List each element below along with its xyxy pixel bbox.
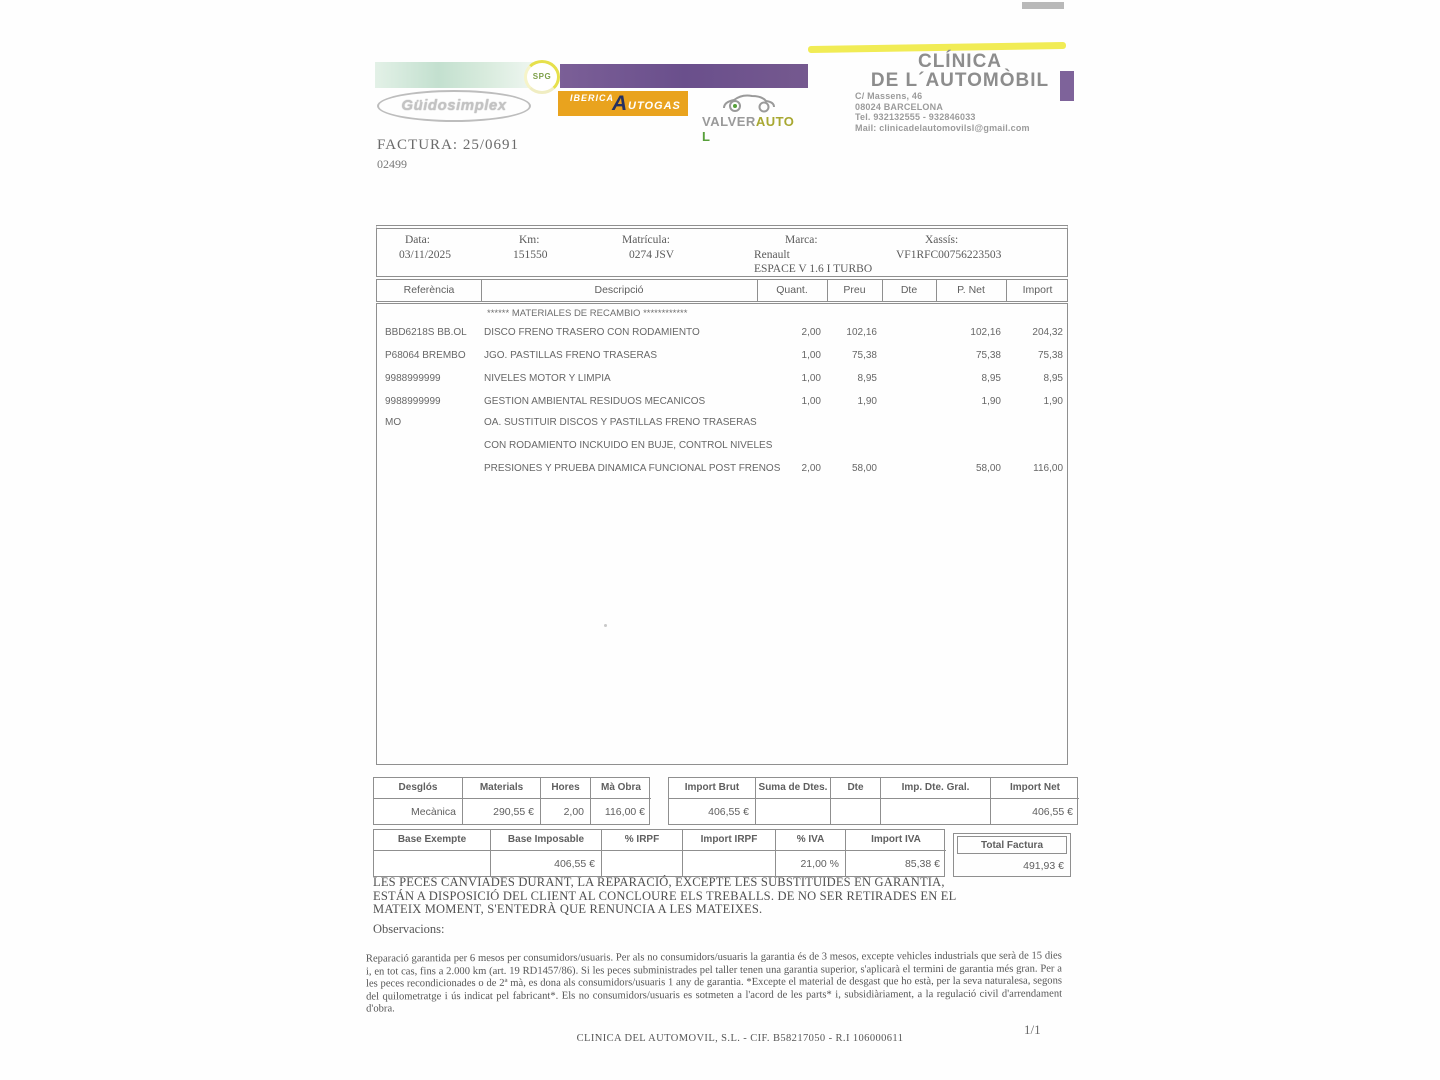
marca-label: Marca: [785, 234, 818, 246]
iberica-logo-text-rest: UTOGAS [628, 100, 681, 112]
valverauto-logo [702, 92, 795, 144]
value-import-net: 406,55 € [1032, 806, 1073, 818]
factura-number: FACTURA: 25/0691 [377, 137, 519, 153]
km-label: Km: [519, 234, 540, 246]
header-import-net: Import Net [991, 778, 1079, 799]
item-preu: 102,16 [846, 327, 877, 338]
header-import: Import [1022, 284, 1053, 296]
item-import: 204,32 [1032, 327, 1063, 338]
value-hores: 2,00 [541, 799, 591, 824]
value-suma-dtes [756, 799, 831, 824]
warranty-text: Reparació garantida per 6 mesos per consumidors/usuaris. Per als no consumidors/usuaris la garantia és de 3 mesos, excepte vehicles industrials que serà de 15 dies i, en tot cas, fins a 2.000 km (art. 19 RD1457/86). Si les peces subministrades pel taller tenen una garantia superior, s'aplicarà el termini de garantia més gran. Per a les peces recondicionades o de 2ª mà, es dona als consumidors/usuaris 1 any de garantia. *Excepte el material de desgast que ho està, per la seva naturalesa, segons del quilometratge i ús indicat pel fabricant*. Els no consumidors/usuaris es sotmeten a l'acord de les parts* i, subsidiàriament, a la regulació civil d'arrendament d'obra. [365, 950, 1063, 1015]
value-pct-iva: 21,00 % [776, 851, 846, 876]
item-ref: 9988999999 [385, 373, 441, 384]
value-dte [831, 799, 881, 824]
table-row [377, 373, 1067, 386]
item-desc: PRESIONES Y PRUEBA DINAMICA FUNCIONAL POST FRENOS [484, 463, 781, 474]
value-imp-dte-gral [881, 799, 991, 824]
header-import-iva: Import IVA [846, 830, 946, 851]
observacions-label: Observacions: [373, 922, 445, 936]
item-pnet: 75,38 [975, 350, 1001, 361]
column-divider [1006, 280, 1007, 301]
item-import: 1,90 [1043, 396, 1063, 407]
header-dte: Dte [831, 778, 881, 799]
value-materials: 290,55 € [463, 799, 541, 824]
header-pct-iva: % IVA [776, 830, 846, 851]
value-import-iva: 85,38 € [904, 858, 940, 870]
table-row [377, 440, 1067, 453]
summary-desglos-table [373, 777, 650, 825]
item-pnet: 58,00 [975, 463, 1001, 474]
value-pct-irpf [602, 851, 683, 876]
total-factura-box [953, 833, 1071, 877]
item-ref: BBD6218S BB.OL [385, 327, 467, 338]
items-body [376, 303, 1068, 765]
item-preu: 58,00 [851, 463, 877, 474]
header-desglos: Desglós [374, 778, 463, 799]
data-label: Data: [405, 234, 430, 246]
column-divider [481, 280, 482, 301]
header-import-irpf: Import IRPF [683, 830, 776, 851]
item-preu: 1,90 [857, 396, 877, 407]
company-city: 08024 BARCELONA [855, 101, 944, 112]
item-ref: 9988999999 [385, 396, 441, 407]
company-address-block [855, 91, 1030, 133]
iberica-autogas-logo [558, 91, 688, 116]
item-preu: 8,95 [857, 373, 877, 384]
guidosimplex-logo: Güidosimplex [377, 90, 531, 122]
value-import-brut: 406,55 € [669, 799, 756, 824]
header-materials: Materials [463, 778, 541, 799]
column-divider [757, 280, 758, 301]
header-import-brut: Import Brut [669, 778, 756, 799]
matricula-value: 0274 JSV [629, 249, 675, 261]
company-mail: Mail: clinicadelautomovilsl@gmail.com [855, 122, 1030, 133]
header-quant: Quant. [776, 284, 808, 296]
item-desc: CON RODAMIENTO INCKUIDO EN BUJE, CONTROL NIVELES [484, 440, 773, 451]
page-number: 1/1 [1024, 1022, 1041, 1037]
item-ref: MO [385, 417, 402, 428]
section-title: ****** MATERIALES DE RECAMBIO ************ [487, 308, 688, 319]
company-name [850, 53, 1070, 90]
value-ma-obra: 116,00 € [604, 806, 645, 818]
header-hores: Hores [541, 778, 591, 799]
header-imp-dte-gral: Imp. Dte. Gral. [881, 778, 991, 799]
item-import: 75,38 [1037, 350, 1063, 361]
data-value: 03/11/2025 [399, 249, 451, 261]
header-suma-dtes: Suma de Dtes. [756, 778, 831, 799]
item-pnet: 102,16 [970, 327, 1001, 338]
item-desc: JGO. PASTILLAS FRENO TRASERAS [484, 350, 658, 361]
model-value: ESPACE V 1.6 I TURBO [754, 263, 873, 275]
table-row [377, 396, 1067, 409]
column-divider [882, 280, 883, 301]
table-row [377, 463, 1067, 476]
header-preu: Preu [843, 284, 866, 296]
invoice-sequence-number: 02499 [377, 157, 407, 171]
valver-text-olive: AUTO [755, 114, 795, 129]
km-value: 151550 [513, 249, 548, 261]
value-base-imposable: 406,55 € [491, 851, 602, 876]
spg-logo-icon: SPG [524, 60, 560, 94]
item-import: 8,95 [1043, 373, 1063, 384]
table-row [377, 417, 1067, 430]
value-base-exempte [374, 851, 491, 876]
column-divider [936, 280, 937, 301]
valverauto-logo-text [702, 114, 794, 144]
valver-text-gray: VALVER [702, 114, 756, 129]
summary-imports-table [668, 777, 1078, 825]
company-street: C/ Massens, 46 [855, 91, 923, 101]
value-total-factura: 491,93 € [1023, 860, 1064, 872]
header-referencia: Referència [403, 284, 455, 296]
item-quant: 1,00 [801, 373, 821, 384]
company-name-line1: CLÍNICA [917, 51, 1003, 72]
car-outline-icon [720, 92, 778, 114]
header-pct-irpf: % IRPF [602, 830, 683, 851]
header-ma-obra: Mà Obra [591, 778, 651, 799]
legal-line: LES PECES CANVIADES DURANT, LA REPARACIÓ, EXCEPTE LES SUBSTITUIDES EN GARANTIA, [373, 875, 945, 889]
item-preu: 75,38 [851, 350, 877, 361]
matricula-label: Matrícula: [622, 234, 670, 246]
scan-artifact-bar [1022, 2, 1064, 9]
header-pnet: P. Net [957, 284, 985, 296]
table-row [377, 350, 1067, 363]
item-quant: 1,00 [801, 396, 821, 407]
item-quant: 2,00 [801, 463, 821, 474]
value-import-irpf [683, 851, 776, 876]
item-quant: 1,00 [801, 350, 821, 361]
legal-line: MATEIX MOMENT, S'ENTEDRÀ QUE RENUNCIA A LES MATEIXES. [373, 902, 763, 916]
iberica-logo-text: IBERICA [570, 93, 615, 103]
xassis-label: Xassís: [925, 234, 959, 246]
header-base-imposable: Base Imposable [491, 830, 602, 851]
header-total-factura: Total Factura [957, 836, 1067, 854]
item-ref: P68064 BREMBO [385, 350, 466, 361]
item-import: 116,00 [1033, 463, 1063, 474]
header-base-exempte: Base Exempte [374, 830, 491, 851]
table-row [377, 327, 1067, 340]
column-divider [827, 280, 828, 301]
item-desc: GESTION AMBIENTAL RESIDUOS MECANICOS [484, 396, 706, 407]
guidosimplex-green-bar [375, 62, 533, 88]
items-header-row [376, 279, 1068, 302]
legal-text [373, 876, 973, 917]
value-desglos: Mecànica [374, 799, 463, 824]
xassis-value: VF1RFC00756223503 [896, 249, 1002, 261]
vehicle-info-box [376, 225, 1068, 277]
footer-company-cif: CLINICA DEL AUTOMOVIL, S.L. - CIF. B58217050 - R.I 106000611 [576, 1033, 904, 1044]
purple-brand-bar [560, 64, 808, 88]
item-desc: DISCO FRENO TRASERO CON RODAMIENTO [484, 327, 700, 338]
header-descripcio: Descripció [594, 284, 644, 296]
summary-tax-table [373, 829, 945, 877]
item-desc: OA. SUSTITUIR DISCOS Y PASTILLAS FRENO TRASERAS [484, 417, 757, 428]
iberica-logo-letter-a: A [612, 92, 628, 115]
company-name-line2: DE L´AUTOMÒBIL [870, 70, 1050, 91]
legal-line: ESTÁN A DISPOSICIÓ DEL CLIENT AL CONCLOURE ELS TREBALLS. DE NO SER RETIRADES EN EL [373, 888, 957, 903]
valver-text-green: L [702, 129, 711, 144]
item-desc: NIVELES MOTOR Y LIMPIA [484, 373, 611, 384]
item-pnet: 1,90 [981, 396, 1001, 407]
header-dte: Dte [900, 284, 918, 296]
scan-speck [604, 624, 607, 627]
company-phone: Tel. 932132555 - 932846033 [855, 112, 976, 122]
marca-value: Renault [754, 249, 790, 261]
item-pnet: 8,95 [981, 373, 1001, 384]
item-quant: 2,00 [801, 327, 821, 338]
